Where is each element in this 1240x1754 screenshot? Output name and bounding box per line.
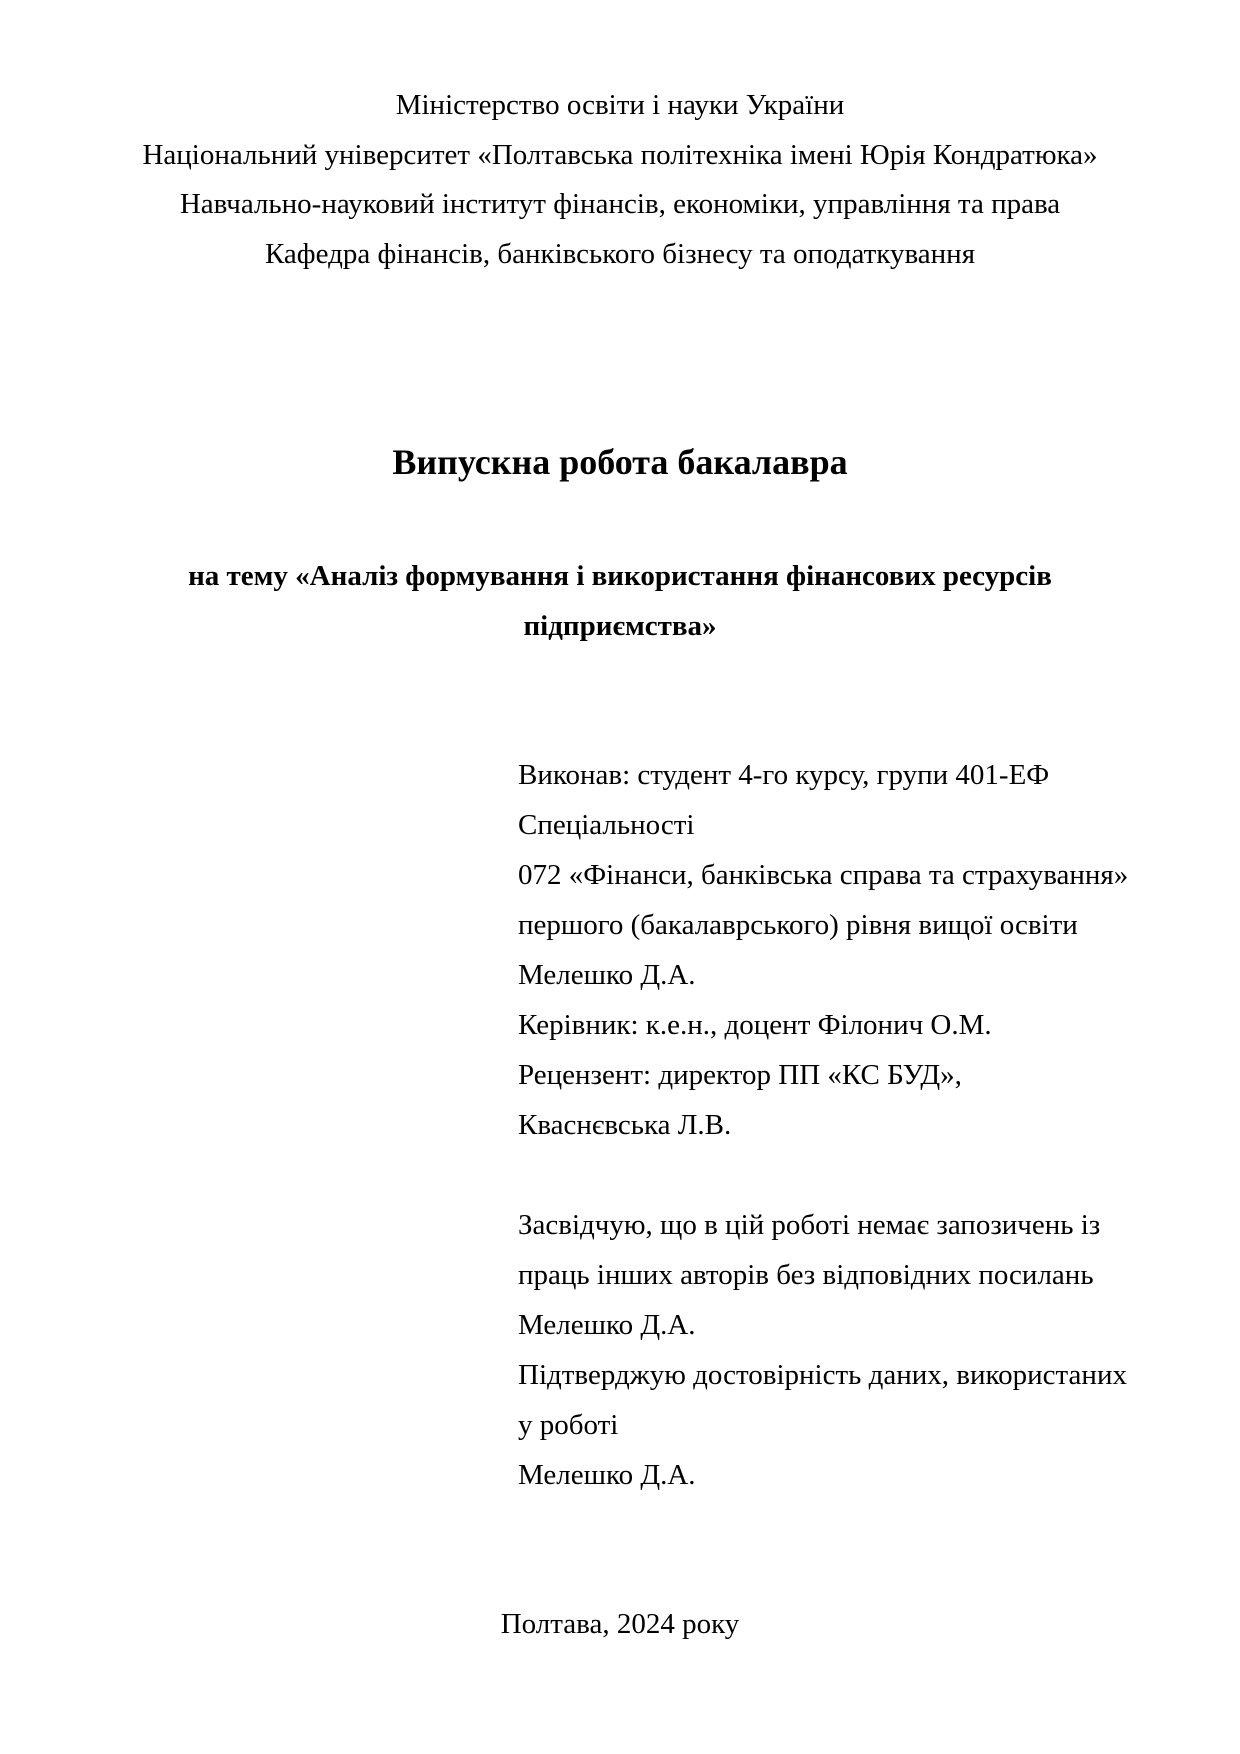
place-and-year: Полтава, 2024 року [500, 1608, 740, 1640]
certification-line: у роботі [518, 1409, 619, 1441]
author-info-line: Мелешко Д.А. [518, 959, 696, 991]
author-info-line: 072 «Фінанси, банківська справа та страхування» [518, 859, 1129, 891]
department-name: Кафедра фінансів, банківського бізнесу та оподаткування [264, 238, 976, 270]
certification-line: Підтверджую достовірність даних, використаних [518, 1359, 1127, 1391]
institute-name: Навчально-науковий інститут фінансів, економіки, управління та права [179, 188, 1061, 220]
work-topic-line-1: на тему «Аналіз формування і використання фінансових ресурсів [188, 560, 1052, 592]
reviewer-info-line: Рецензент: директор ПП «КС БУД», [518, 1059, 962, 1091]
author-info-line: Спеціальності [518, 809, 695, 841]
supervisor-info-line: Керівник: к.е.н., доцент Філонич О.М. [518, 1009, 992, 1041]
reviewer-info-line: Кваснєвська Л.В. [518, 1109, 732, 1141]
certification-line: праць інших авторів без відповідних посилань [518, 1259, 1094, 1291]
ministry-name: Міністерство освіти і науки України [395, 89, 845, 121]
author-info-line: Виконав: студент 4-го курсу, групи 401-ЕФ [518, 759, 1050, 791]
work-topic-line-2: підприємства» [523, 610, 717, 642]
certification-line: Мелешко Д.А. [518, 1459, 696, 1491]
author-info-line: першого (бакалаврського) рівня вищої освіти [518, 909, 1078, 941]
university-name: Національний університет «Полтавська політехніка імені Юрія Кондратюка» [142, 139, 1098, 171]
certification-line: Мелешко Д.А. [518, 1309, 696, 1341]
certification-line: Засвідчую, що в цій роботі немає запозичень із [518, 1209, 1101, 1241]
work-title: Випускна робота бакалавра [392, 442, 848, 482]
